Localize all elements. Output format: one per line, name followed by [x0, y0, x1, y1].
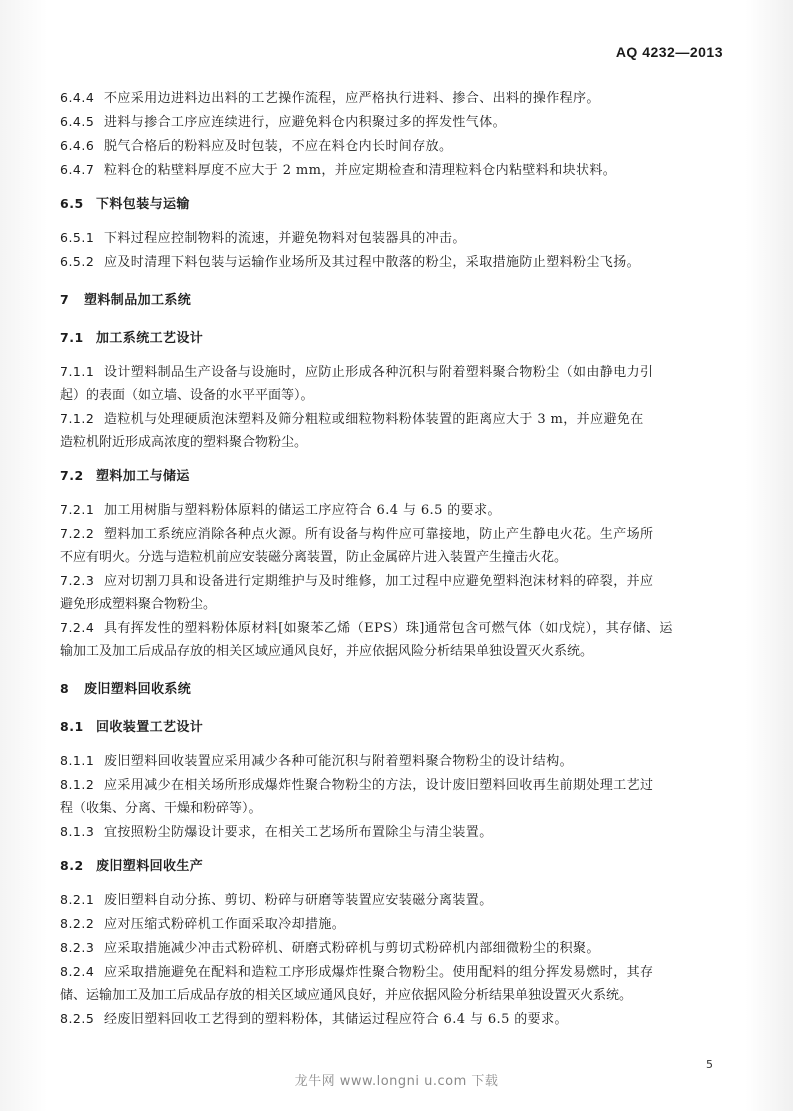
- section-title: 回收装置工艺设计: [96, 720, 204, 735]
- clause-text: 具有挥发性的塑料粉体原材料[如聚苯乙烯（EPS）珠]通常包含可燃气体（如戊烷），其存储、运: [104, 621, 673, 636]
- clause: [60, 960, 740, 984]
- chapter-title: 废旧塑料回收系统: [84, 682, 192, 697]
- clause-continuation: 起）的表面（如立墙、设备的水平平面等）。: [60, 388, 314, 403]
- clause-text: 应对切割刀具和设备进行定期维护与及时维修，加工过程中应避免塑料泡沫材料的碎裂，并应: [104, 574, 654, 589]
- clause-number: 8.2.4: [60, 964, 95, 979]
- clause-text: 应采取措施避免在配料和造粒工序形成爆炸性聚合物粉尘。使用配料的组分挥发易燃时，其存: [104, 965, 654, 980]
- standard-code: AQ 4232—2013: [615, 44, 723, 60]
- page-number: 5: [706, 1058, 713, 1071]
- clause-number: 7.2.1: [60, 502, 95, 517]
- clause-text: 应及时清理下料包装与运输作业场所及其过程中散落的粉尘，采取措施防止塑料粉尘飞扬。: [104, 255, 641, 270]
- clause-text: 应对压缩式粉碎机工作面采取冷却措施。: [104, 917, 346, 932]
- clause-number: 7.2.3: [60, 573, 95, 588]
- clause: [60, 86, 740, 110]
- clause-text: 应采取措施减少冲击式粉碎机、研磨式粉碎机与剪切式粉碎机内部细微粉尘的积聚。: [104, 941, 600, 956]
- clause: [60, 407, 740, 431]
- section-number: 7.2: [60, 468, 84, 483]
- section-number: 6.5: [60, 196, 84, 211]
- section-number: 7.1: [60, 330, 84, 345]
- clause-number: 8.2.2: [60, 916, 95, 931]
- section-heading: [60, 854, 740, 878]
- clause-text: 进料与掺合工序应连续进行，应避免料仓内积聚过多的挥发性气体。: [104, 115, 507, 130]
- clause: [60, 820, 740, 844]
- clause: [60, 498, 740, 522]
- clause: [60, 226, 740, 250]
- clause: [60, 1007, 740, 1031]
- section-title: 加工系统工艺设计: [96, 331, 204, 346]
- clause: [60, 134, 740, 158]
- chapter-title: 塑料制品加工系统: [84, 293, 192, 308]
- clause-number: 7.2.2: [60, 526, 95, 541]
- clause-number: 6.5.2: [60, 254, 95, 269]
- clause-text: 废旧塑料回收装置应采用减少各种可能沉积与附着塑料聚合物粉尘的设计结构。: [104, 754, 574, 769]
- clause-text: 脱气合格后的粉料应及时包装，不应在料仓内长时间存放。: [104, 139, 453, 154]
- section-heading: [60, 192, 740, 216]
- clause-number: 6.4.5: [60, 114, 95, 129]
- clause-text: 设计塑料制品生产设备与设施时，应防止形成各种沉积与附着塑料聚合物粉尘（如由静电力引: [104, 365, 654, 380]
- clause-number: 7.2.4: [60, 620, 95, 635]
- clause-text: 宜按照粉尘防爆设计要求，在相关工艺场所布置除尘与清尘装置。: [104, 825, 493, 840]
- section-heading: [60, 464, 740, 488]
- clause-continuation: 造粒机附近形成高浓度的塑料聚合物粉尘。: [60, 435, 308, 450]
- clause: [60, 912, 740, 936]
- clause: [60, 569, 740, 593]
- clause: [60, 110, 740, 134]
- clause-number: 7.1.1: [60, 364, 95, 379]
- clause-text: 应采用减少在相关场所形成爆炸性聚合物粉尘的方法，设计废旧塑料回收再生前期处理工艺过: [104, 778, 654, 793]
- section-heading: [60, 326, 740, 350]
- document-body: [60, 86, 740, 1031]
- clause-text: 下料过程应控制物料的流速，并避免物料对包装器具的冲击。: [104, 231, 466, 246]
- clause-number: 8.2.5: [60, 1011, 95, 1026]
- clause: [60, 773, 740, 797]
- clause: [60, 616, 740, 640]
- clause-number: 8.1.2: [60, 777, 95, 792]
- clause-text: 粒料仓的粘壁料厚度不应大于 2 mm，并应定期检查和清理粒料仓内粘壁料和块状料。: [104, 163, 617, 178]
- clause-text: 塑料加工系统应消除各种点火源。所有设备与构件应可靠接地，防止产生静电火花。生产场所: [104, 527, 654, 542]
- chapter-number: 7: [60, 292, 70, 307]
- clause: [60, 360, 740, 384]
- chapter-heading: [60, 677, 740, 701]
- section-title: 下料包装与运输: [96, 197, 190, 212]
- clause-number: 6.4.7: [60, 162, 95, 177]
- clause-number: 6.4.4: [60, 90, 95, 105]
- clause-number: 8.1.3: [60, 824, 95, 839]
- clause-continuation: 输加工及加工后成品存放的相关区域应通风良好，并应依据风险分析结果单独设置灭火系统。: [60, 644, 594, 659]
- clause-text: 造粒机与处理硬质泡沫塑料及筛分粗粒或细粒物料粉体装置的距离应大于 3 m，并应避免在: [104, 412, 644, 427]
- section-title: 塑料加工与储运: [96, 469, 190, 484]
- section-number: 8.1: [60, 719, 84, 734]
- clause-number: 8.2.3: [60, 940, 95, 955]
- clause-text: 不应采用边进料边出料的工艺操作流程，应严格执行进料、掺合、出料的操作程序。: [104, 91, 600, 106]
- clause-number: 7.1.2: [60, 411, 95, 426]
- chapter-heading: [60, 288, 740, 312]
- clause-text: 经废旧塑料回收工艺得到的塑料粉体，其储运过程应符合 6.4 与 6.5 的要求。: [104, 1012, 568, 1027]
- clause-continuation: 避免形成塑料聚合物粉尘。: [60, 597, 217, 612]
- clause-number: 8.2.1: [60, 892, 95, 907]
- clause-continuation: 储、运输加工及加工后成品存放的相关区域应通风良好，并应依据风险分析结果单独设置灭火系统。: [60, 988, 633, 1003]
- clause: [60, 158, 740, 182]
- clause: [60, 936, 740, 960]
- section-number: 8.2: [60, 858, 84, 873]
- section-title: 废旧塑料回收生产: [96, 859, 204, 874]
- clause: [60, 888, 740, 912]
- section-heading: [60, 715, 740, 739]
- clause-number: 8.1.1: [60, 753, 95, 768]
- clause-number: 6.4.6: [60, 138, 95, 153]
- clause: [60, 749, 740, 773]
- clause-continuation: 不应有明火。分选与造粒机前应安装磁分离装置，防止金属碎片进入装置产生撞击火花。: [60, 550, 568, 565]
- watermark-text: 龙牛网 www.longni u.com 下载: [294, 1074, 499, 1089]
- chapter-number: 8: [60, 681, 70, 696]
- clause-text: 加工用树脂与塑料粉体原料的储运工序应符合 6.4 与 6.5 的要求。: [104, 503, 501, 518]
- clause-text: 废旧塑料自动分拣、剪切、粉碎与研磨等装置应安装磁分离装置。: [104, 893, 493, 908]
- clause-continuation: 程（收集、分离、干燥和粉碎等）。: [60, 801, 262, 816]
- clause-number: 6.5.1: [60, 230, 95, 245]
- clause: [60, 522, 740, 546]
- clause: [60, 250, 740, 274]
